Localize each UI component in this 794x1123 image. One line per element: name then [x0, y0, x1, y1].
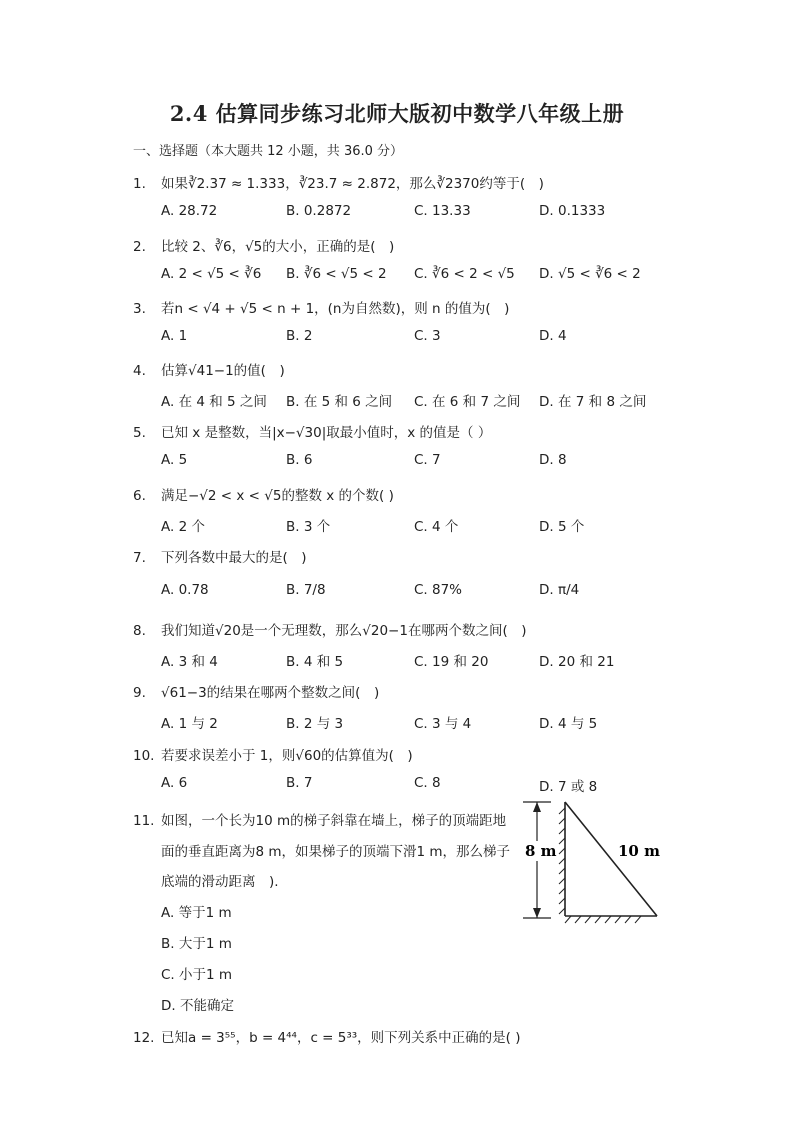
option-a[interactable]: A. 2 < √5 < ∛6: [161, 266, 262, 282]
option-d[interactable]: D. 5 个: [539, 519, 585, 535]
question-7: [133, 546, 663, 566]
option-b[interactable]: B. ∛6 < √5 < 2: [286, 266, 387, 282]
option-d[interactable]: D. 7 或 8: [539, 779, 598, 795]
question-11-line-3: 底端的滑动距离 ).: [161, 874, 279, 890]
question-text: 已知 x 是整数，当|x−√30|取最小值时，x 的值是（ ）: [161, 425, 492, 441]
option-b[interactable]: B. 2: [286, 328, 313, 344]
height-label: 8 m: [525, 842, 557, 860]
question-text: 若要求误差小于 1，则√60的估算值为( ): [161, 748, 413, 764]
option-d[interactable]: D. 8: [539, 452, 567, 468]
question-number: 12.: [133, 1030, 155, 1046]
ladder-label: 10 m: [618, 842, 660, 860]
question-number: 5.: [133, 425, 146, 441]
option-c[interactable]: C. 7: [414, 452, 441, 468]
option-a[interactable]: A. 3 和 4: [161, 654, 218, 670]
question-number: 11.: [133, 813, 155, 829]
option-a[interactable]: A. 0.78: [161, 582, 209, 598]
question-text: √61−3的结果在哪两个整数之间( ): [161, 685, 380, 701]
option-c[interactable]: C. ∛6 < 2 < √5: [414, 266, 515, 282]
option-a[interactable]: A. 6: [161, 775, 188, 791]
question-3: [133, 297, 663, 317]
question-text: 估算√41−1的值( ): [161, 363, 285, 379]
question-number: 7.: [133, 550, 146, 566]
question-11-options: [161, 901, 234, 1025]
option-c[interactable]: C. 19 和 20: [414, 654, 489, 670]
question-8: [133, 619, 663, 639]
question-text: 如果∛2.37 ≈ 1.333，∛23.7 ≈ 2.872，那么∛2370约等于( ): [161, 176, 544, 192]
question-number: 4.: [133, 363, 146, 379]
option-c[interactable]: C. 13.33: [414, 203, 471, 219]
option-b[interactable]: B. 0.2872: [286, 203, 352, 219]
option-d[interactable]: D. 20 和 21: [539, 654, 615, 670]
option-b[interactable]: B. 在 5 和 6 之间: [286, 394, 393, 410]
page-title: 2.4 估算同步练习北师大版初中数学八年级上册: [169, 101, 625, 126]
question-number: 9.: [133, 685, 146, 701]
option-d[interactable]: D. √5 < ∛6 < 2: [539, 266, 641, 282]
option-d[interactable]: D. 在 7 和 8 之间: [539, 394, 647, 410]
question-12: [133, 1026, 663, 1046]
option-c[interactable]: C. 87%: [414, 582, 463, 598]
question-1: [133, 172, 663, 192]
question-number: 2.: [133, 239, 146, 255]
option-d[interactable]: D. 0.1333: [539, 203, 606, 219]
option-c[interactable]: C. 小于1 m: [161, 967, 233, 983]
question-11-line-2: 面的垂直距离为8 m，如果梯子的顶端下滑1 m，那么梯子: [161, 844, 511, 860]
question-number: 10.: [133, 748, 155, 764]
option-c[interactable]: C. 4 个: [414, 519, 459, 535]
option-c[interactable]: C. 在 6 和 7 之间: [414, 394, 521, 410]
question-text: 我们知道√20是一个无理数，那么√20−1在哪两个数之间( ): [161, 623, 527, 639]
option-a[interactable]: A. 5: [161, 452, 188, 468]
option-a[interactable]: A. 1: [161, 328, 188, 344]
question-5: [133, 421, 663, 441]
question-text: 已知a = 3⁵⁵，b = 4⁴⁴，c = 5³³，则下列关系中正确的是( ): [161, 1030, 521, 1046]
question-9: [133, 681, 663, 701]
question-10: [133, 744, 663, 764]
option-a[interactable]: A. 28.72: [161, 203, 218, 219]
question-text: 下列各数中最大的是( ): [161, 550, 307, 566]
option-d[interactable]: D. 4: [539, 328, 567, 344]
question-number: 8.: [133, 623, 146, 639]
question-number: 3.: [133, 301, 146, 317]
question-text-line-1: 如图，一个长为10 m的梯子斜靠在墙上，梯子的顶端距地: [161, 813, 507, 829]
question-text: 比较 2、∛6，√5的大小，正确的是( ): [161, 239, 395, 255]
option-b[interactable]: B. 7/8: [286, 582, 326, 598]
option-b[interactable]: B. 4 和 5: [286, 654, 344, 670]
question-11: [133, 809, 513, 829]
ladder-figure: [515, 796, 665, 924]
option-c[interactable]: C. 8: [414, 775, 441, 791]
option-b[interactable]: B. 大于1 m: [161, 936, 232, 952]
question-number: 6.: [133, 488, 146, 504]
question-6: [133, 484, 663, 504]
wall-hatching: [559, 808, 565, 914]
ground-hatching: [565, 916, 641, 923]
question-number: 1.: [133, 176, 146, 192]
option-a[interactable]: A. 1 与 2: [161, 716, 218, 732]
option-b[interactable]: B. 7: [286, 775, 313, 791]
question-4: [133, 359, 663, 379]
question-2: [133, 235, 663, 255]
question-text: 若n < √4 + √5 < n + 1，(n为自然数)，则 n 的值为( ): [161, 301, 510, 317]
option-b[interactable]: B. 6: [286, 452, 313, 468]
option-a[interactable]: A. 2 个: [161, 519, 205, 535]
arrow-down-icon: [533, 908, 541, 918]
arrow-up-icon: [533, 802, 541, 812]
option-c[interactable]: C. 3: [414, 328, 441, 344]
option-a[interactable]: A. 等于1 m: [161, 905, 232, 921]
option-a[interactable]: A. 在 4 和 5 之间: [161, 394, 267, 410]
option-d[interactable]: D. π/4: [539, 582, 580, 598]
option-b[interactable]: B. 3 个: [286, 519, 331, 535]
option-b[interactable]: B. 2 与 3: [286, 716, 344, 732]
question-text: 满足−√2 < x < √5的整数 x 的个数( ): [161, 488, 394, 504]
option-c[interactable]: C. 3 与 4: [414, 716, 472, 732]
option-d[interactable]: D. 不能确定: [161, 998, 234, 1014]
section-heading: 一、选择题（本大题共 12 小题，共 36.0 分）: [133, 144, 404, 159]
option-d[interactable]: D. 4 与 5: [539, 716, 598, 732]
